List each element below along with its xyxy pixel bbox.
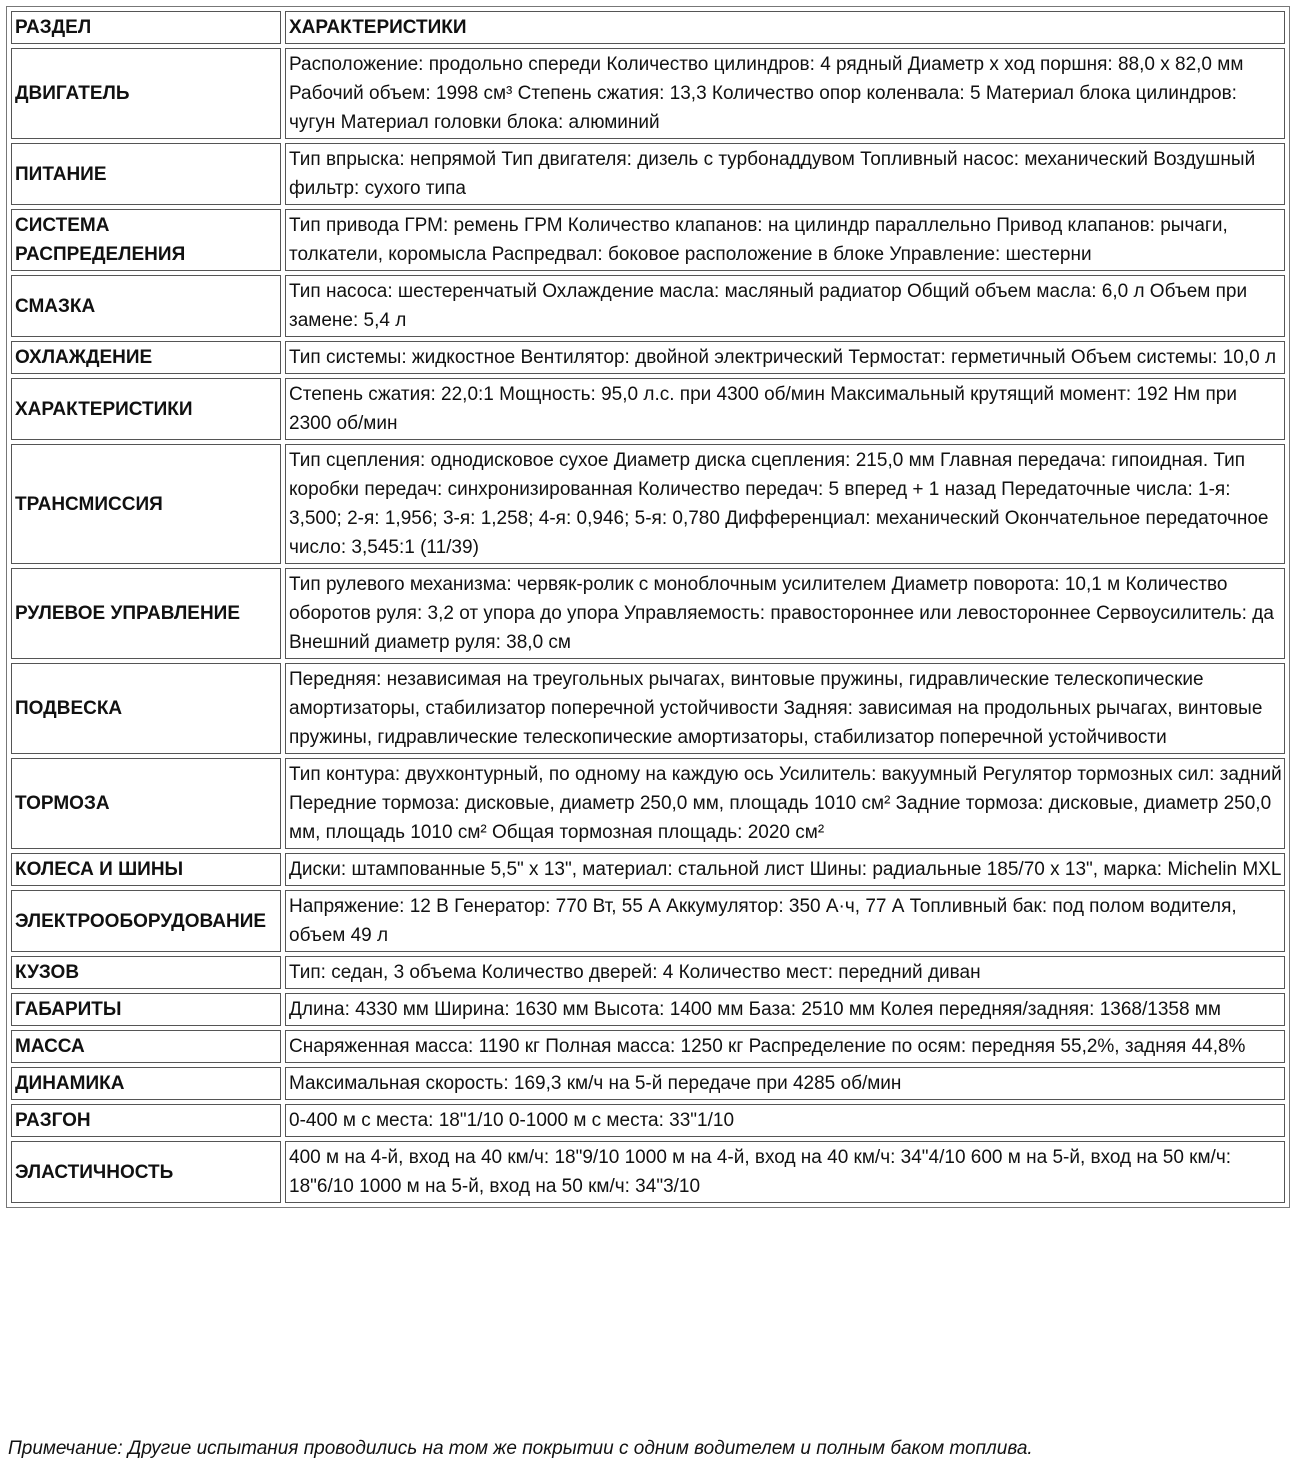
table-row [11, 890, 1285, 952]
table-header-row [11, 11, 1285, 44]
row-text: Тип насоса: шестеренчатый Охлаждение масла: масляный радиатор Общий объем масла: 6,0 л Объем при замене: 5,4 л [285, 275, 1285, 337]
table-row [11, 378, 1285, 440]
row-text: Расположение: продольно спереди Количество цилиндров: 4 рядный Диаметр x ход поршня: 88,0 x 82,0 мм Рабочий объем: 1998 см³ Степень сжатия: 13,3 Количество опор коленвала: 5 Материал блока цилиндров: чугун Материал головки блока: алюминий [285, 48, 1285, 139]
row-section: МАССА [11, 1030, 281, 1063]
spec-table [6, 6, 1290, 1208]
row-text: Степень сжатия: 22,0:1 Мощность: 95,0 л.с. при 4300 об/мин Максимальный крутящий момент: 192 Нм при 2300 об/мин [285, 378, 1285, 440]
table-row [11, 1030, 1285, 1063]
spec-sheet [6, 6, 1290, 1208]
table-row [11, 663, 1285, 754]
row-text: Напряжение: 12 В Генератор: 770 Вт, 55 А Аккумулятор: 350 А·ч, 77 А Топливный бак: под полом водителя, объем 49 л [285, 890, 1285, 952]
row-text: Тип привода ГРМ: ремень ГРМ Количество клапанов: на цилиндр параллельно Привод клапанов: рычаги, толкатели, коромысла Распредвал: боковое расположение в блоке Управление: шестерни [285, 209, 1285, 271]
row-section: ОХЛАЖДЕНИЕ [11, 341, 281, 374]
row-section: СИСТЕМА РАСПРЕДЕЛЕНИЯ [11, 209, 281, 271]
row-section: ЭЛАСТИЧНОСТЬ [11, 1141, 281, 1203]
row-text: Тип рулевого механизма: червяк-ролик с моноблочным усилителем Диаметр поворота: 10,1 м Количество оборотов руля: 3,2 от упора до упора Управляемость: правостороннее или левостороннее Сервоусилитель: да Внешний диаметр руля: 38,0 см [285, 568, 1285, 659]
row-text: Тип впрыска: непрямой Тип двигателя: дизель с турбонаддувом Топливный насос: механический Воздушный фильтр: сухого типа [285, 143, 1285, 205]
row-text: Тип контура: двухконтурный, по одному на каждую ось Усилитель: вакуумный Регулятор тормозных сил: задний Передние тормоза: дисковые, диаметр 250,0 мм, площадь 1010 см² Задние тормоза: дисковые, диаметр 250,0 мм, площадь 1010 см² Общая тормозная площадь: 2020 см² [285, 758, 1285, 849]
footnote: Примечание: Другие испытания проводились на том же покрытии с одним водителем и полным баком топлива. [8, 1438, 1033, 1459]
row-text: Тип: седан, 3 объема Количество дверей: 4 Количество мест: передний диван [285, 956, 1285, 989]
table-row [11, 568, 1285, 659]
table-row [11, 341, 1285, 374]
row-text: Снаряженная масса: 1190 кг Полная масса: 1250 кг Распределение по осям: передняя 55,2%, задняя 44,8% [285, 1030, 1285, 1063]
row-section: ЭЛЕКТРООБОРУДОВАНИЕ [11, 890, 281, 952]
table-row [11, 993, 1285, 1026]
row-text: 400 м на 4-й, вход на 40 км/ч: 18"9/10 1000 м на 4-й, вход на 40 км/ч: 34"4/10 600 м на 5-й, вход на 50 км/ч: 18"6/10 1000 м на 5-й, вход на 50 км/ч: 34"3/10 [285, 1141, 1285, 1203]
table-row [11, 444, 1285, 564]
row-section: ХАРАКТЕРИСТИКИ [11, 378, 281, 440]
row-text: Тип сцепления: однодисковое сухое Диаметр диска сцепления: 215,0 мм Главная передача: гипоидная. Тип коробки передач: синхронизированная Количество передач: 5 вперед + 1 назад Передаточные числа: 1-я: 3,500; 2-я: 1,956; 3-я: 1,258; 4-я: 0,946; 5-я: 0,780 Дифференциал: механический Окончательное передаточное число: 3,545:1 (11/39) [285, 444, 1285, 564]
row-text: Длина: 4330 мм Ширина: 1630 мм Высота: 1400 мм База: 2510 мм Колея передняя/задняя: 1368/1358 мм [285, 993, 1285, 1026]
row-text: Тип системы: жидкостное Вентилятор: двойной электрический Термостат: герметичный Объем системы: 10,0 л [285, 341, 1285, 374]
table-row [11, 209, 1285, 271]
row-text: Диски: штампованные 5,5" x 13", материал: стальной лист Шины: радиальные 185/70 x 13", марка: Michelin MXL [285, 853, 1285, 886]
row-text: Максимальная скорость: 169,3 км/ч на 5-й передаче при 4285 об/мин [285, 1067, 1285, 1100]
table-row [11, 1067, 1285, 1100]
table-row [11, 1104, 1285, 1137]
header-characteristics: ХАРАКТЕРИСТИКИ [285, 11, 1285, 44]
row-section: РУЛЕВОЕ УПРАВЛЕНИЕ [11, 568, 281, 659]
row-text: Передняя: независимая на треугольных рычагах, винтовые пружины, гидравлические телескопические амортизаторы, стабилизатор поперечной устойчивости Задняя: зависимая на продольных рычагах, винтовые пружины, гидравлические телескопические амортизаторы, стабилизатор поперечной устойчивости [285, 663, 1285, 754]
header-section: РАЗДЕЛ [11, 11, 281, 44]
table-row [11, 143, 1285, 205]
row-section: КОЛЕСА И ШИНЫ [11, 853, 281, 886]
row-section: ПОДВЕСКА [11, 663, 281, 754]
row-section: РАЗГОН [11, 1104, 281, 1137]
row-section: ПИТАНИЕ [11, 143, 281, 205]
table-row [11, 853, 1285, 886]
table-row [11, 956, 1285, 989]
row-section: ДИНАМИКА [11, 1067, 281, 1100]
table-row [11, 758, 1285, 849]
row-section: КУЗОВ [11, 956, 281, 989]
row-section: ДВИГАТЕЛЬ [11, 48, 281, 139]
row-section: ТОРМОЗА [11, 758, 281, 849]
row-section: ТРАНСМИССИЯ [11, 444, 281, 564]
table-row [11, 275, 1285, 337]
row-section: СМАЗКА [11, 275, 281, 337]
row-section: ГАБАРИТЫ [11, 993, 281, 1026]
table-row [11, 1141, 1285, 1203]
table-row [11, 48, 1285, 139]
row-text: 0-400 м с места: 18"1/10 0-1000 м с места: 33"1/10 [285, 1104, 1285, 1137]
